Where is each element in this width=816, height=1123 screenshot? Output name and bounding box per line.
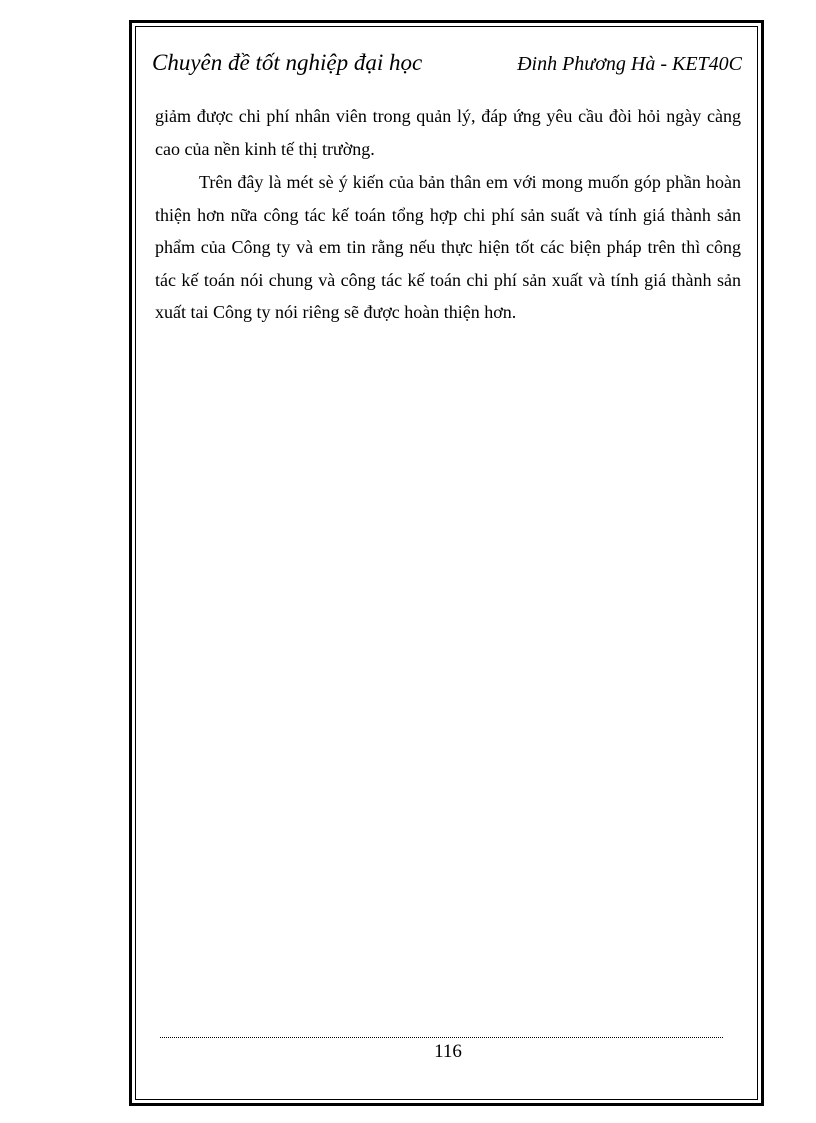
header-author: Đinh Phương Hà - KET40C (517, 53, 742, 75)
page-number: 116 (434, 1041, 462, 1062)
paragraph-continuation: giảm được chi phí nhân viên trong quản lý, đáp ứng yêu cầu đòi hỏi ngày càng cao của nền kinh tế thị trường. (155, 106, 741, 159)
running-header (152, 50, 742, 86)
paragraph-conclusion: Trên đây là mét sè ý kiến của bản thân em với mong muốn góp phần hoàn thiện hơn nữa công tác kế toán tổng hợp chi phí sản suất và tính giá thành sản phẩm của Công ty và em tin rằng nếu thực hiện tốt các biện pháp trên thì công tác kế toán nói chung và công tác kế toán chi phí sản xuất và tính giá thành sản xuất tai Công ty nói riêng sẽ được hoàn thiện hơn. (155, 172, 741, 322)
header-document-title: Chuyên đề tốt nghiệp đại học (152, 50, 423, 75)
body-text (155, 100, 741, 330)
footer-dotted-rule (160, 1037, 723, 1038)
